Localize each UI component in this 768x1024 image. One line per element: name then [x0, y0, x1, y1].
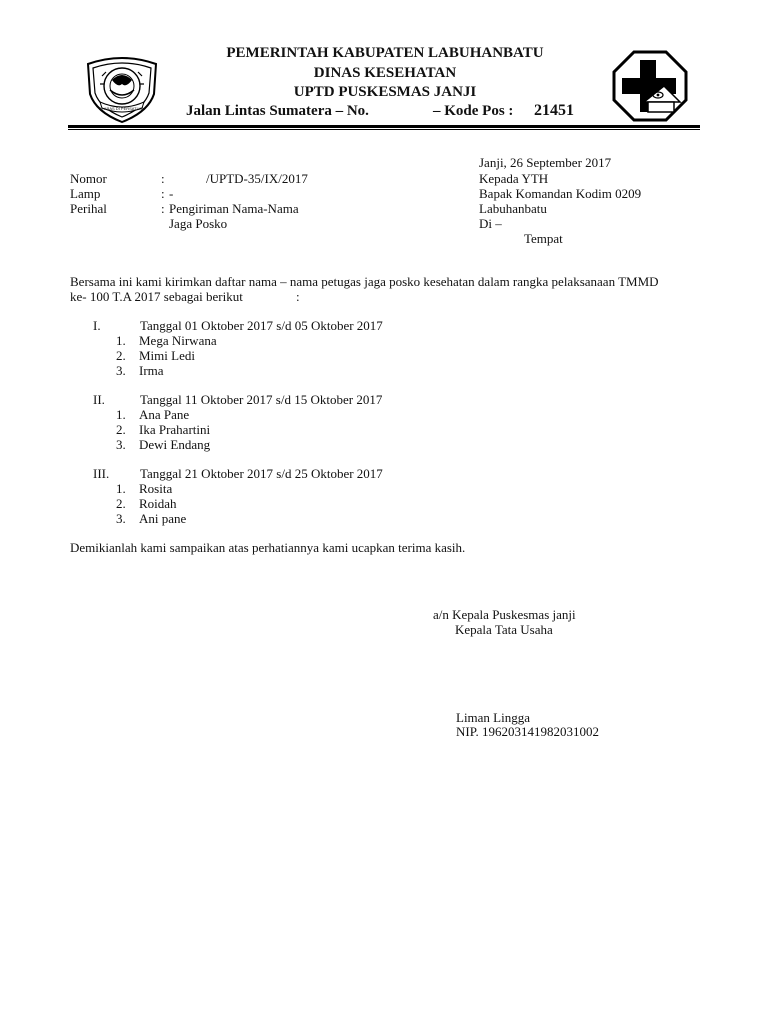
- list-item-number: 2.: [116, 496, 126, 511]
- header-address-street: Jalan Lintas Sumatera – No.: [186, 103, 369, 119]
- signer-name: Liman Lingga: [456, 710, 531, 725]
- header-postcode-label: – Kode Pos :: [433, 103, 514, 119]
- header-postcode: 21451: [534, 102, 574, 119]
- recipient-line-1: Kepada YTH: [479, 171, 549, 186]
- list-item-number: 1.: [116, 333, 126, 348]
- meta-value-lamp: -: [169, 186, 174, 201]
- recipient-line-3: Labuhanbatu: [479, 201, 547, 216]
- list-item-name: Ika Prahartini: [139, 422, 211, 437]
- list-item-number: 3.: [116, 511, 126, 526]
- meta-sep-nomor: :: [161, 171, 165, 186]
- meta-sep-perihal: :: [161, 201, 165, 216]
- header-unit: UPTD PUSKESMAS JANJI: [293, 84, 477, 100]
- intro-colon: :: [296, 289, 300, 304]
- meta-label-nomor: Nomor: [70, 171, 107, 186]
- intro-line-1: Bersama ini kami kirimkan daftar nama – nama petugas jaga posko kesehatan dalam rangka pelaksanaan TMMD: [70, 274, 659, 289]
- recipient-place: Tempat: [524, 231, 563, 246]
- section-title: Tanggal 11 Oktober 2017 s/d 15 Oktober 2017: [140, 392, 383, 407]
- list-item-number: 2.: [116, 422, 126, 437]
- meta-label-lamp: Lamp: [70, 186, 101, 201]
- list-item-name: Rosita: [139, 481, 173, 496]
- list-item-name: Mega Nirwana: [139, 333, 217, 348]
- header-government: PEMERINTAH KABUPATEN LABUHANBATU: [226, 45, 544, 61]
- meta-label-perihal: Perihal: [70, 201, 107, 216]
- closing-sentence: Demikianlah kami sampaikan atas perhatiannya kami ucapkan terima kasih.: [70, 540, 466, 555]
- place-date: Janji, 26 September 2017: [479, 155, 612, 170]
- header-divider-thin: [68, 129, 700, 130]
- header-divider-thick: [68, 125, 700, 128]
- header-department: DINAS KESEHATAN: [313, 65, 457, 81]
- intro-line-2: ke- 100 T.A 2017 sebagai berikut: [70, 289, 243, 304]
- list-item-number: 3.: [116, 363, 126, 378]
- signer-nip: NIP. 196203141982031002: [456, 724, 600, 739]
- list-item-name: Roidah: [139, 496, 177, 511]
- meta-value-perihal-cont: Jaga Posko: [169, 216, 228, 231]
- meta-value-nomor: /UPTD-35/IX/2017: [206, 171, 308, 186]
- list-item-name: Mimi Ledi: [139, 348, 195, 363]
- list-item-name: Ana Pane: [139, 407, 190, 422]
- section-numeral: III.: [93, 466, 110, 481]
- section-title: Tanggal 01 Oktober 2017 s/d 05 Oktober 2017: [140, 318, 383, 333]
- meta-value-perihal: Pengiriman Nama-Nama: [169, 201, 299, 216]
- list-item-name: Ani pane: [139, 511, 187, 526]
- recipient-line-4: Di –: [479, 216, 502, 231]
- seal-motto: DI ARAS DI PERSATUAN: [98, 106, 146, 111]
- list-item-number: 3.: [116, 437, 126, 452]
- section-numeral: II.: [93, 392, 105, 407]
- list-item-number: 1.: [116, 481, 126, 496]
- list-item-number: 2.: [116, 348, 126, 363]
- signature-title-2: Kepala Tata Usaha: [455, 622, 553, 637]
- meta-sep-lamp: :: [161, 186, 165, 201]
- recipient-line-2: Bapak Komandan Kodim 0209: [479, 186, 642, 201]
- section-title: Tanggal 21 Oktober 2017 s/d 25 Oktober 2017: [140, 466, 383, 481]
- list-item-number: 1.: [116, 407, 126, 422]
- signature-title-1: a/n Kepala Puskesmas janji: [433, 607, 576, 622]
- list-item-name: Dewi Endang: [139, 437, 211, 452]
- puskesmas-cross-icon: [612, 50, 688, 122]
- list-item-name: Irma: [139, 363, 164, 378]
- section-numeral: I.: [93, 318, 101, 333]
